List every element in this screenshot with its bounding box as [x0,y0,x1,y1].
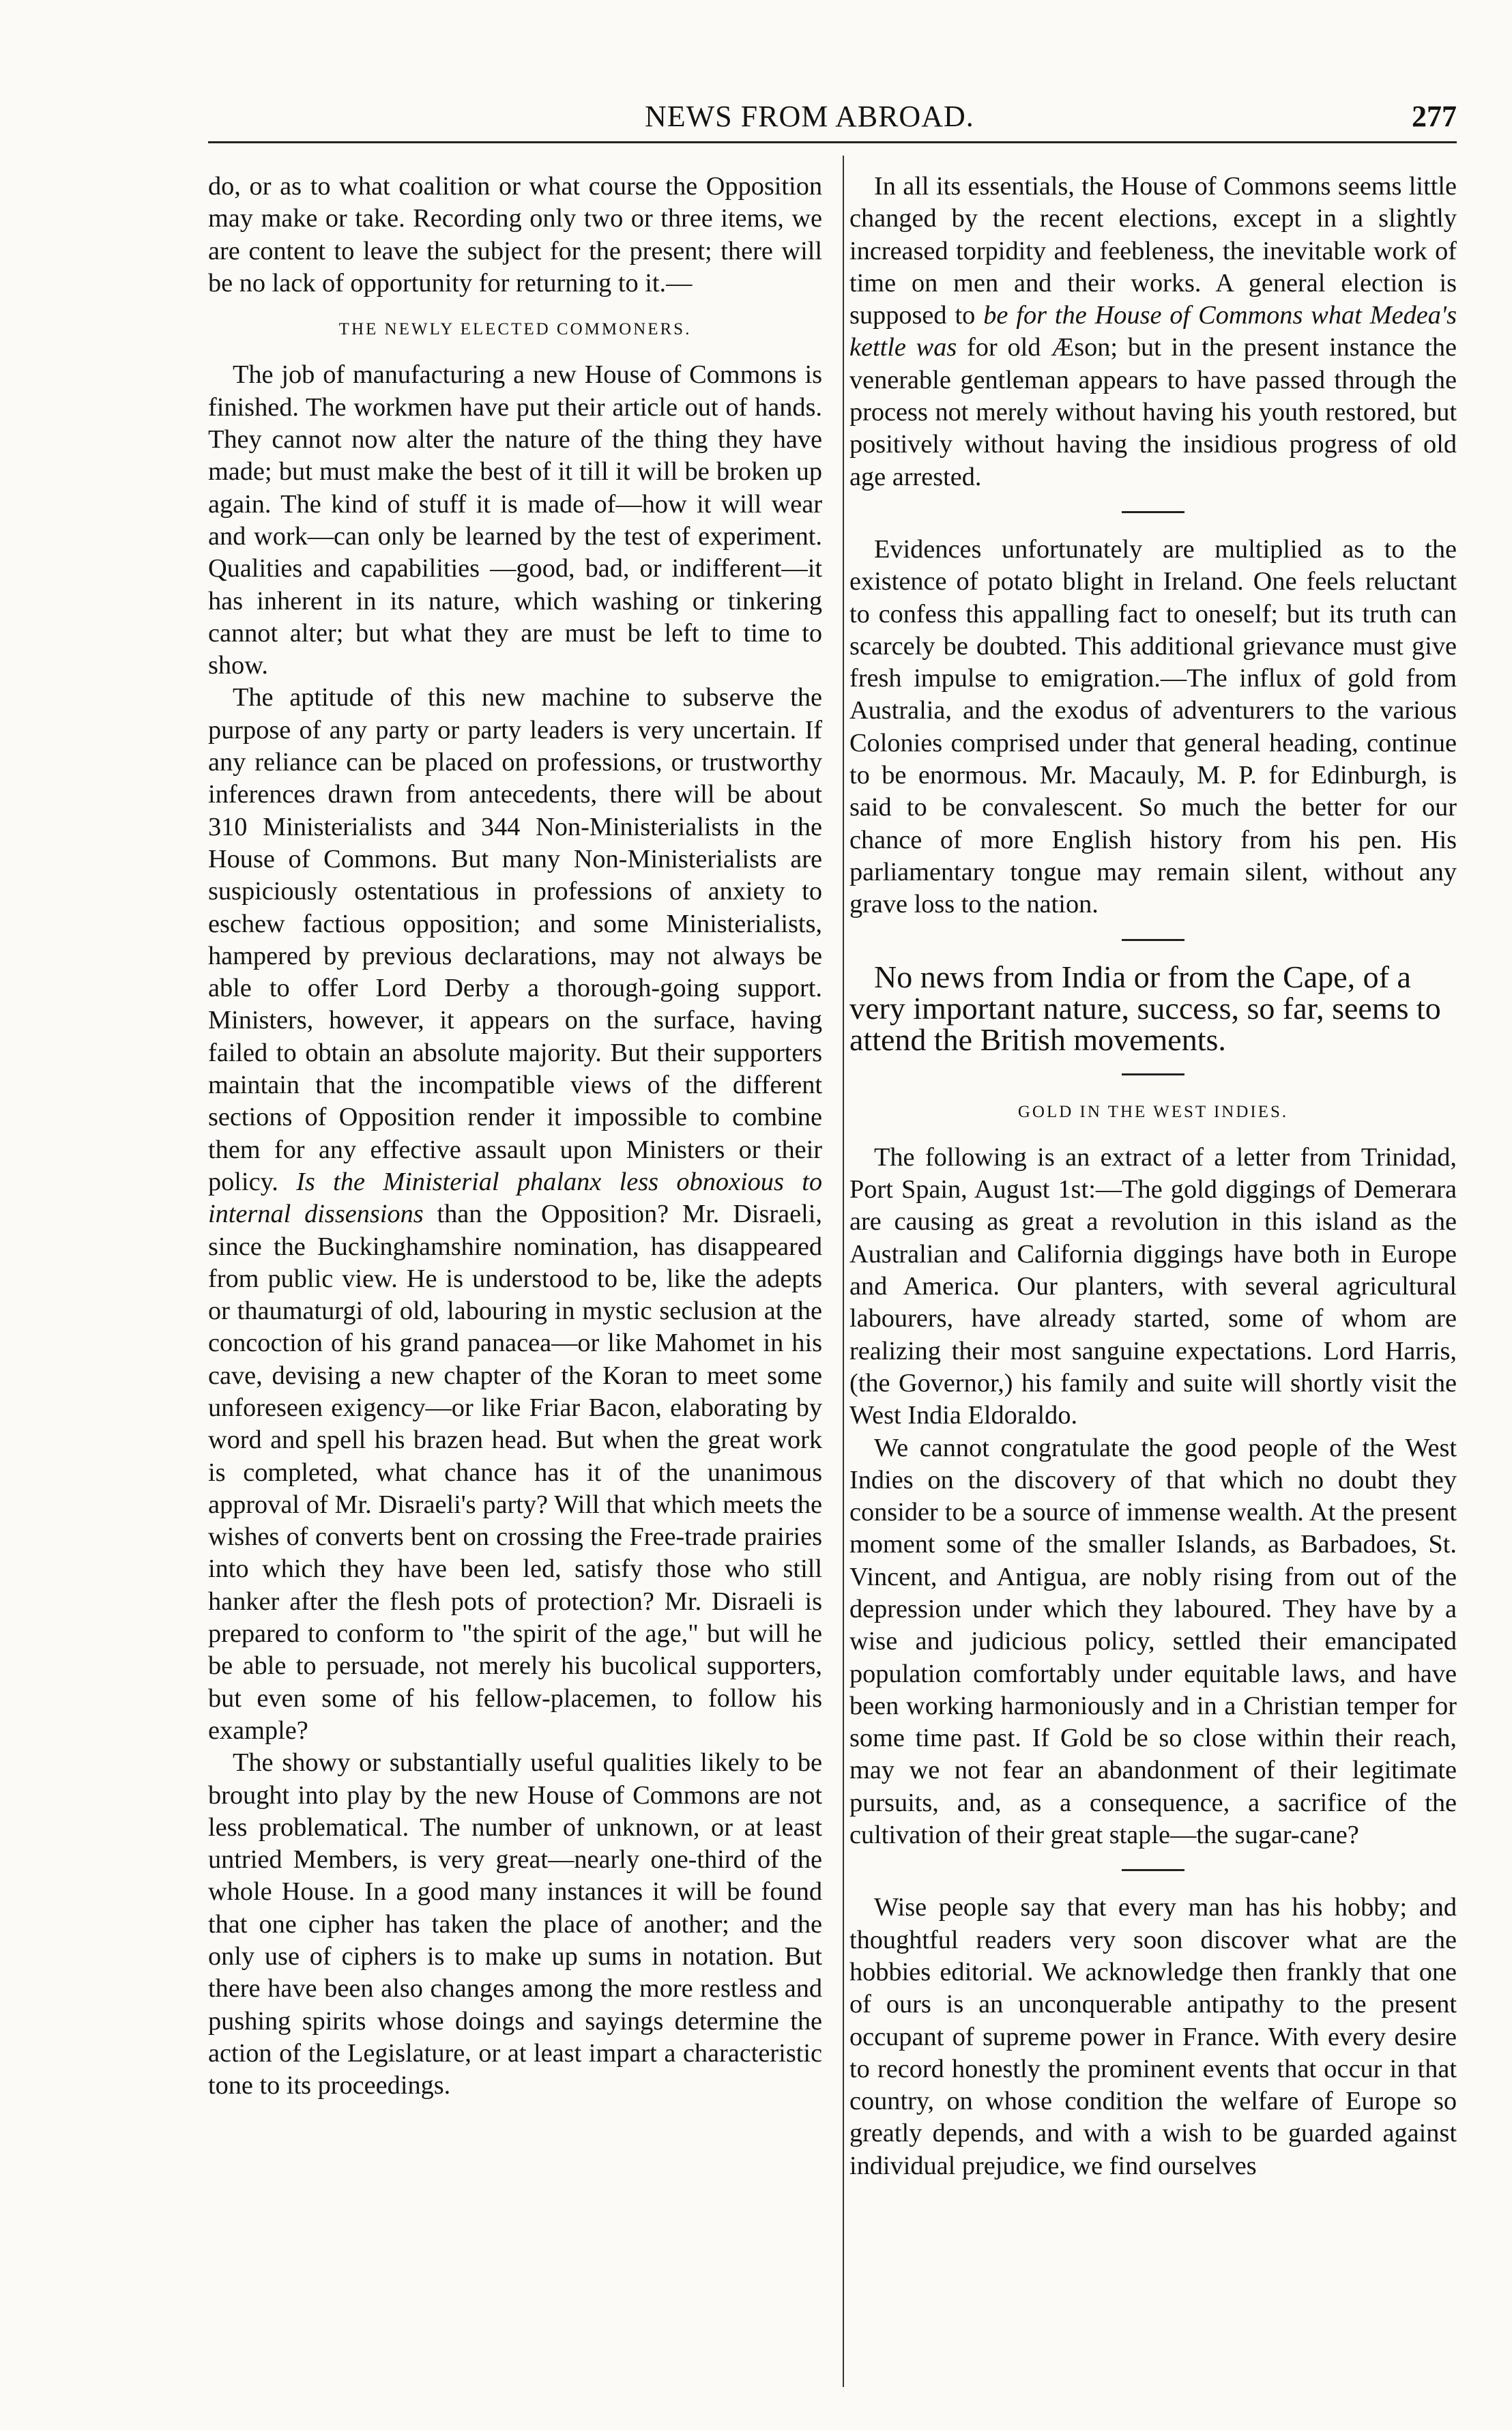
header-rule [208,141,1457,143]
paragraph-text: than the Opposition? Mr. Disraeli, since the Buckinghamshire nomination, has disappeared from public view. He is understood to be, like the adepts or thaumaturgi of old, labouring in mystic seclusion at the concoction of his grand panacea—or like Mahomet in his cave, devising a new chapter of the Koran to meet some unforeseen exigency—or like Friar Bacon, elaborating by word and spell his brazen head. But when the great work is completed, what chance has it of the unanimous approval of Mr. Disraeli's party? Will that which meets the wishes of converts bent on crossing the Free-trade prairies into which they have been led, satisfy those who still hanker after the flesh pots of protection? Mr. Disraeli is prepared to conform to "the spirit of the age," but will he be able to persuade, not merely his bucolical supporters, but even some of his fellow-placemen, to follow his example? [208,1200,822,1745]
separator-rule [1122,939,1184,941]
separator-rule [1122,1869,1184,1871]
paragraph: We cannot congratulate the good people of the West Indies on the discovery of that which no doubt they consider to be a source of immense wealth. At the present moment some of the smaller Islands, as Barbadoes, St. Vincent, and Antigua, are nobly rising from out of the depression under which they laboured. They have by a wise and judicious policy, settled their emancipated population comfortably under equitable laws, and have been working harmoniously and in a Christian temper for some time past. If Gold be so close within their reach, may we not fear an abandonment of their legitimate pursuits, and, as a consequence, a sacrifice of the cultivation of their great staple—the sugar-cane? [849,1433,1457,1850]
page-number: 277 [1412,100,1457,133]
separator-rule [1122,511,1184,513]
paragraph: The showy or substantially useful qualities likely to be brought into play by the new House of Commons are not less problematical. The number of unknown, or at least untried Members, is very great—nearly one-third of the whole House. In a good many instances it will be found that one cipher has taken the place of another; and the only use of ciphers is to make up sums in notation. But there have been also changes among the more restless and pushing spirits whose doings and sayings determine the action of the Legislature, or at least impart a characteristic tone to its proceedings. [208,1748,822,2100]
paragraph [849,171,1457,493]
paragraph: The following is an extract of a letter from Trinidad, Port Spain, August 1st:—The gold diggings of Demerara are causing as great a revolution in this island as the Australian and California diggings have both in Europe and America. Our planters, with several agricultural labourers, have already started, some of whom are realizing their most sanguine expectations. Lord Harris, (the Governor,) his family and suite will shortly visit the West India Eldoraldo. [849,1142,1457,1430]
page-header [208,99,1457,147]
section-heading: THE NEWLY ELECTED COMMONERS. [338,320,692,339]
paragraph: The job of manufacturing a new House of Commons is finished. The workmen have put their article out of hands. They cannot now alter the nature of the thing they have made; but must make the best of it till it will be broken up again. The kind of stuff it is made of—how it will wear and work—can only be learned by the test of experiment. Qualities and capabilities —good, bad, or indifferent—it has inherent in its nature, which washing or tinkering cannot alter; but what they are must be left to time to show. [208,360,822,680]
italic-text: Is the Ministerial phalanx less obnoxious to internal dissensions [208,1167,822,1229]
section-heading: GOLD IN THE WEST INDIES. [1017,1102,1289,1121]
running-title: NEWS FROM ABROAD. [645,100,974,133]
lede-paragraph: No news from India or from the Cape, of a very important nature, success, so far, seems to attend the British movements. [849,959,1441,1057]
paragraph: Evidences unfortunately are multiplied as to the existence of potato blight in Ireland. One feels reluctant to confess this appalling fact to oneself; but its truth can scarcely be doubted. This additional grievance must give fresh impulse to emigration.—The influx of gold from Australia, and the exodus of adventurers to the various Colonies comprised under that general heading, continue to be enormous. Mr. Macauly, M. P. for Edinburgh, is said to be convalescent. So much the better for our chance of more English history from his pen. His parliamentary tongue may remain silent, without any grave loss to the nation. [849,534,1457,919]
italic-text: be for the House of Commons what Medea's kettle was [849,301,1457,362]
column-divider [843,156,844,2387]
paragraph-text: The aptitude of this new machine to subserve the purpose of any party or party leaders is very uncertain. If any reliance can be placed on professions, or trustworthy inferences drawn from antecedents, there will be about 310 Ministerialists and 344 Non-Ministerialists in the House of Commons. But many Non-Ministerialists are suspiciously ostentatious in professions of anxiety to eschew factious opposition; and some Ministerialists, hampered by previous declarations, may not always be able to offer Lord Derby a thorough-going support. Ministers, however, it appears on the surface, having failed to obtain an absolute majority. But their supporters maintain that the incompatible views of the different sections of Opposition render it impossible to combine them for any effective assault upon Ministers or their policy. [208,683,822,1196]
right-column [849,171,1457,2182]
separator-rule [1122,1073,1184,1075]
left-column [208,171,822,2102]
paragraph: do, or as to what coalition or what course the Opposition may make or take. Recording only two or three items, we are content to leave the subject for the present; there will be no lack of opportunity for returning to it.— [208,172,822,298]
paragraph-text: for old Æson; but in the present instance the venerable gentleman appears to have passed through the process not merely without having his youth restored, but positively without having the insidious progress of old age arrested. [849,333,1457,491]
paragraph: Wise people say that every man has his hobby; and thoughtful readers very soon discover what are the hobbies editorial. We acknowledge then frankly that one of ours is an unconquerable antipathy to the present occupant of supreme power in France. With every desire to record honestly the prominent events that occur in that country, on whose condition the welfare of Europe so greatly depends, and with a wish to be guarded against individual prejudice, we find ourselves [849,1893,1457,2180]
paragraph [208,682,822,1747]
paragraph-text: In all its essentials, the House of Commons seems little changed by the recent elections, except in a slightly increased torpidity and feebleness, the inevitable work of time on men and their works. A general election is supposed to [849,172,1457,330]
